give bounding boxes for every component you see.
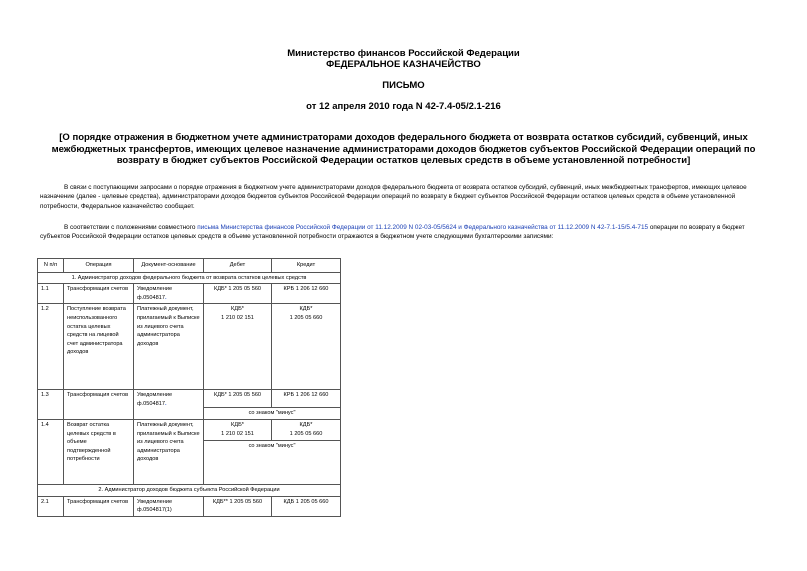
row-debit-code: КДБ*	[231, 421, 244, 428]
paragraph-reference-before: В соответствии с положениями совместного	[64, 224, 198, 231]
row-debit: КДБ* 1 205 05 560	[204, 390, 272, 408]
document-date-number: от 12 апреля 2010 года N 42-7.4-05/2.1-216	[306, 101, 501, 112]
table-row	[38, 304, 341, 390]
row-document: Уведомление ф.0504817(1)	[134, 496, 204, 516]
table-row	[38, 496, 341, 516]
ministry-name: Министерство финансов Российской Федерации	[287, 48, 520, 59]
table-row	[38, 419, 341, 440]
row-credit-account: 1 205 05 660	[289, 430, 323, 437]
table-row	[38, 284, 341, 304]
row-note: со знаком "минус"	[204, 408, 341, 420]
row-note: со знаком "минус"	[204, 440, 341, 484]
header-debit: Дебет	[204, 259, 272, 273]
paragraph-reference	[40, 223, 768, 242]
table-row	[38, 390, 341, 408]
row-num: 2.1	[38, 496, 64, 516]
agency-name: ФЕДЕРАЛЬНОЕ КАЗНАЧЕЙСТВО	[326, 59, 481, 70]
header-operation: Операция	[64, 259, 134, 273]
row-document-text: Уведомление ф.0504817	[137, 286, 173, 301]
row-credit	[272, 304, 341, 390]
section-title-2: 2. Администратор доходов бюджета субъекта Российской Федерации	[38, 484, 341, 496]
row-operation: Трансформация счетов	[64, 284, 134, 304]
row-credit: КДБ 1 205 05 660	[272, 496, 341, 516]
row-num: 1.1	[38, 284, 64, 304]
header-document: Документ-основание	[134, 259, 204, 273]
section-row-2	[38, 484, 341, 496]
accounting-entries-table	[37, 258, 341, 517]
row-debit-code: КДБ*	[231, 306, 244, 313]
row-document: Уведомление ф.0504817.	[134, 284, 204, 304]
row-document: Уведомление ф.0504817.	[134, 390, 204, 420]
row-debit: КДБ* 1 205 05 560	[204, 284, 272, 304]
row-num: 1.2	[38, 304, 64, 390]
row-num: 1.3	[38, 390, 64, 420]
paragraph-intro: В связи с поступающими запросами о порядке отражения в бюджетном учете администраторами доходов федерального бюджета от возврата остатков субсидий, субвенций, иных межбюджетных трансфертов, имеющих целевое назначение (далее - целевые средства), администраторами доходов бюджетов субъектов Российской Федерации операций по возврату в бюджет субъектов Российской Федерации остатков целевых средств в объеме установленной потребности, Федеральное казначейство сообщает.	[40, 184, 747, 210]
header-num: N п/п	[38, 259, 64, 273]
row-operation: Трансформация счетов	[64, 496, 134, 516]
row-credit: КРБ 1 206 12 660	[272, 284, 341, 304]
row-debit: КДБ** 1 205 05 560	[204, 496, 272, 516]
section-row-1	[38, 272, 341, 284]
row-operation: Поступление возврата неиспользованного остатка целевых средств на лицевой счет администратора доходов	[64, 304, 134, 390]
row-credit: КРБ 1 206 12 660	[272, 390, 341, 408]
row-num: 1.4	[38, 419, 64, 484]
row-operation: Трансформация счетов	[64, 390, 134, 420]
document-type: ПИСЬМО	[382, 80, 425, 91]
row-credit-code: КДБ*	[299, 421, 313, 428]
row-credit	[272, 419, 341, 440]
row-debit	[204, 304, 272, 390]
document-title: [О порядке отражения в бюджетном учете администраторами доходов федерального бюджета от возврата остатков субсидий, субвенций, иных межбюджетных трансфертов, имеющих целевое назначение администраторами доходов бюджетов субъектов Российской Федерации операций по возврату в бюджет субъектов Российской Федерации остатков целевых средств в объеме установленной потребности]	[51, 132, 756, 166]
row-document: Платежный документ, прилагаемый к Выписке из лицевого счета администратора доходов	[134, 304, 204, 390]
reference-letter-link[interactable]: письма Министерства финансов Российской Федерации от 11.12.2009 N 02-03-05/5624 и Федерального казначейства от 11.12.2009 N 42-7.1-15/5.4-715	[197, 224, 649, 231]
paragraph-reference-after: операции по возврату в бюджет субъектов Российской Федерации остатков целевых средств в объеме установленной потребности отражаются в бюджетном учете следующими бухгалтерскими записями:	[40, 224, 745, 241]
row-document: Платежный документ, прилагаемый к Выписке из лицевого счета администратора доходов	[134, 419, 204, 484]
table-header-row	[38, 259, 341, 273]
row-debit	[204, 419, 272, 440]
header-credit: Кредит	[272, 259, 341, 273]
row-credit-account: 1 205 05 660	[289, 314, 323, 321]
row-debit-account: 1 210 02 151	[221, 314, 254, 321]
section-title-1: 1. Администратор доходов федерального бюджета от возврата остатков целевых средств	[38, 272, 341, 284]
row-debit-account: 1 210 02 151	[221, 430, 254, 437]
row-credit-code: КДБ*	[299, 306, 313, 313]
row-operation: Возврат остатка целевых средств в объеме подтвержденной потребности	[64, 419, 134, 484]
row-document-text: Уведомление ф.0504817	[137, 392, 173, 407]
